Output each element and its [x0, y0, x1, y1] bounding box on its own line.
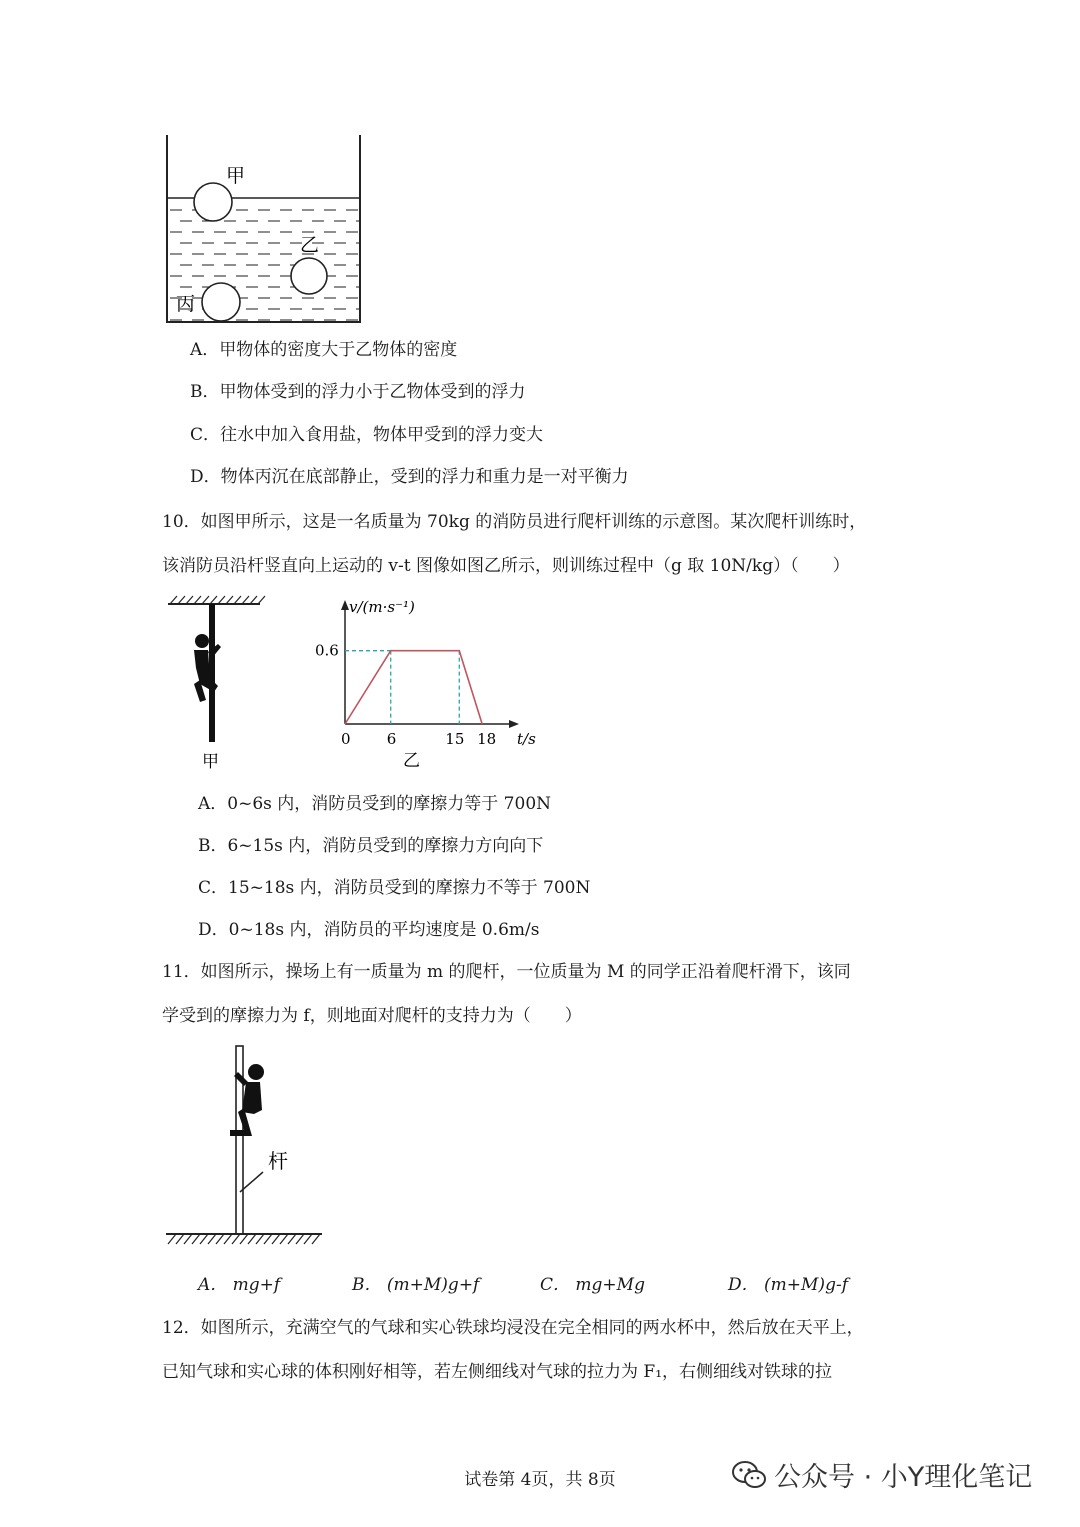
- ground-hatching: [168, 1234, 320, 1244]
- pole-figure: [160, 1040, 330, 1255]
- q10-option-a: A．0~6s 内，消防员受到的摩擦力等于 700N: [198, 794, 552, 814]
- ground-hatch-line: [216, 1234, 224, 1244]
- ball-bing: [202, 283, 240, 321]
- ceiling-hatch-line: [202, 596, 209, 604]
- ground-hatch-line: [264, 1234, 272, 1244]
- ground-hatch-line: [296, 1234, 304, 1244]
- ground-hatch-line: [256, 1234, 264, 1244]
- q9-option-d: D．物体丙沉在底部静止，受到的浮力和重力是一对平衡力: [190, 467, 629, 487]
- y-tick-label: 0.6: [315, 641, 339, 660]
- x-tick-label: 15: [445, 730, 465, 748]
- ground-hatch-line: [280, 1234, 288, 1244]
- vt-chart: [305, 592, 536, 772]
- ground-hatch-line: [168, 1234, 176, 1244]
- ceiling-hatch-line: [210, 596, 217, 604]
- q11-line-1: 11．如图所示，操场上有一质量为 m 的爬杆，一位质量为 M 的同学正沿着爬杆滑下，该同: [162, 962, 851, 982]
- label-jia: 甲: [226, 165, 246, 187]
- ceiling-hatch-line: [226, 596, 233, 604]
- pole-label: 杆: [268, 1149, 288, 1173]
- ground-hatch-line: [232, 1234, 240, 1244]
- climber-rope-figure: [160, 592, 270, 772]
- beaker-figure: [160, 130, 370, 330]
- fig-yi-label: 乙: [403, 751, 420, 771]
- water-hatching: [170, 210, 368, 320]
- x-axis-label: t/s: [517, 730, 536, 748]
- q12-line-1: 12．如图所示，充满空气的气球和实心铁球均浸没在完全相同的两水杯中，然后放在天平上，: [162, 1318, 864, 1338]
- ceiling-hatch-line: [178, 596, 185, 604]
- vt-series-line: [345, 651, 482, 724]
- ground-hatch-line: [176, 1234, 184, 1244]
- ground-hatch-line: [208, 1234, 216, 1244]
- fig-jia-label: 甲: [202, 752, 219, 772]
- q10-option-c: C．15~18s 内，消防员受到的摩擦力不等于 700N: [198, 878, 591, 898]
- ground-hatch-line: [240, 1234, 248, 1244]
- watermark: [732, 1455, 1032, 1494]
- q12-stem: [162, 1306, 922, 1394]
- q11-option-b: B． (m+M)g+f: [352, 1275, 480, 1295]
- ceiling-hatch-line: [234, 596, 241, 604]
- ceiling-hatch-line: [258, 596, 265, 604]
- q10-stem: [162, 500, 922, 588]
- x-axis-arrow: [509, 720, 519, 728]
- ground-hatch-line: [312, 1234, 320, 1244]
- ball-jia: [194, 183, 232, 221]
- q9-option-b: B．甲物体受到的浮力小于乙物体受到的浮力: [190, 382, 526, 402]
- watermark-text: 公众号 · 小Y理化笔记: [774, 1462, 1033, 1493]
- ground-hatch-line: [248, 1234, 256, 1244]
- q9-option-c: C．往水中加入食用盐，物体甲受到的浮力变大: [190, 425, 544, 445]
- ground-hatch-line: [200, 1234, 208, 1244]
- label-yi: 乙: [300, 234, 320, 256]
- q11-option-d: D． (m+M)g-f: [728, 1275, 848, 1295]
- q10-line-2: 该消防员沿杆竖直向上运动的 v-t 图像如图乙所示，则训练过程中（g 取 10N/kg）（ ）: [162, 556, 850, 576]
- ground-hatch-line: [184, 1234, 192, 1244]
- beaker-wall: [167, 135, 360, 322]
- ceiling-hatching: [170, 596, 265, 604]
- q11-stem: [162, 950, 922, 1038]
- y-axis-label: v/(m·s⁻¹): [349, 598, 415, 616]
- ceiling-hatch-line: [170, 596, 177, 604]
- x-tick-label: 6: [386, 730, 397, 748]
- q12-line-2: 已知气球和实心球的体积刚好相等，若左侧细线对气球的拉力为 F₁，右侧细线对铁球的拉: [162, 1362, 833, 1382]
- q10-line-1: 10．如图甲所示，这是一名质量为 70kg 的消防员进行爬杆训练的示意图。某次爬杆训练时，: [162, 512, 867, 532]
- x-tick-label: 0: [341, 730, 351, 748]
- q11-option-a: A． mg+f: [198, 1275, 281, 1295]
- y-axis-arrow: [341, 600, 349, 610]
- ceiling-hatch-line: [218, 596, 225, 604]
- ceiling-hatch-line: [194, 596, 201, 604]
- label-bing: 丙: [176, 293, 196, 315]
- x-tick-label: 18: [477, 730, 497, 748]
- q11-line-2: 学受到的摩擦力为 f，则地面对爬杆的支持力为（ ）: [162, 1006, 582, 1026]
- q9-option-a: A．甲物体的密度大于乙物体的密度: [190, 340, 458, 360]
- page-footer: 试卷第 4页，共 8页: [464, 1470, 616, 1490]
- q11-option-c: C． mg+Mg: [540, 1275, 645, 1295]
- ground-hatch-line: [224, 1234, 232, 1244]
- q10-option-d: D．0~18s 内，消防员的平均速度是 0.6m/s: [198, 920, 540, 940]
- wechat-icon: [732, 1460, 766, 1490]
- q10-option-b: B．6~15s 内，消防员受到的摩擦力方向向下: [198, 836, 544, 856]
- ground-hatch-line: [304, 1234, 312, 1244]
- ground-hatch-line: [192, 1234, 200, 1244]
- ball-yi: [291, 258, 327, 294]
- ground-hatch-line: [272, 1234, 280, 1244]
- ceiling-hatch-line: [186, 596, 193, 604]
- ceiling-hatch-line: [250, 596, 257, 604]
- climber-silhouette: [194, 634, 221, 702]
- student-silhouette: [230, 1064, 264, 1136]
- ground-hatch-line: [288, 1234, 296, 1244]
- ceiling-hatch-line: [242, 596, 249, 604]
